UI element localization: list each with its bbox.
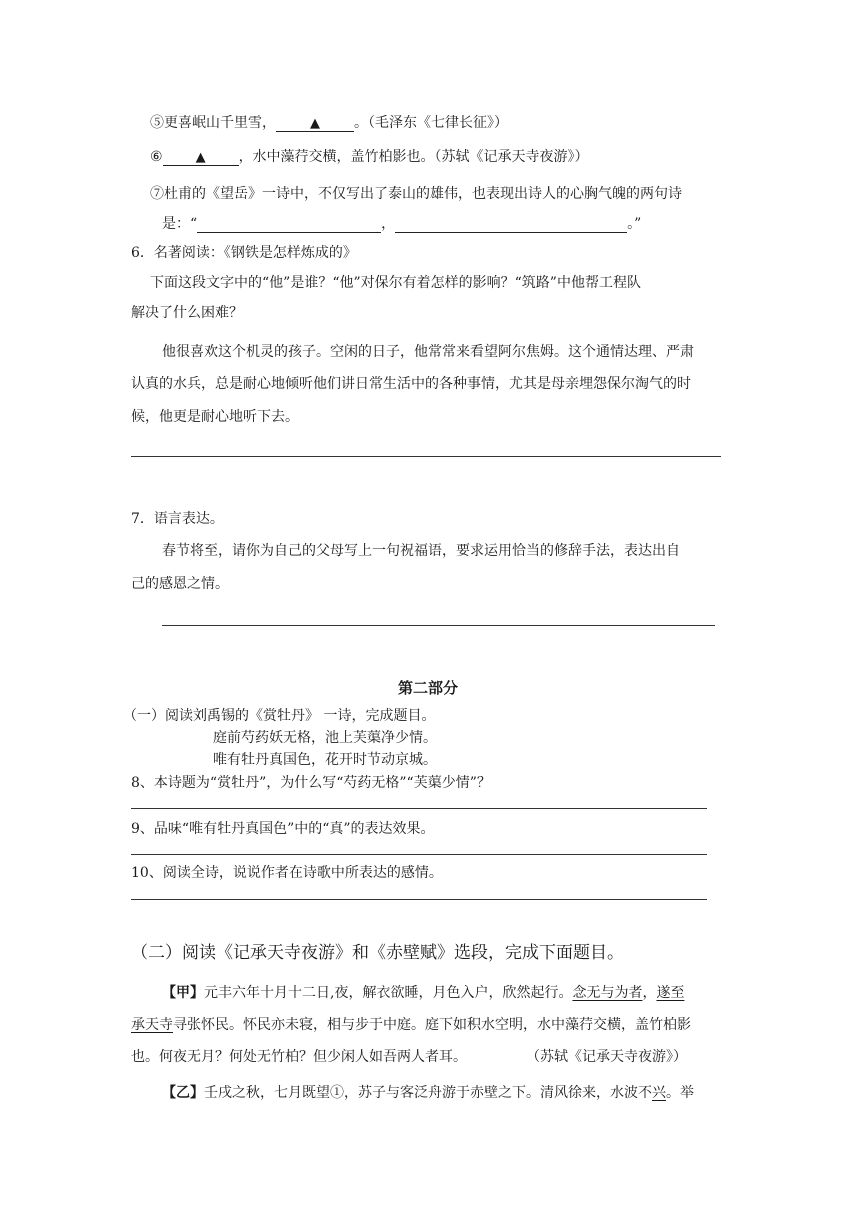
line6-prefix: ⑥ <box>150 149 163 165</box>
section-2-intro: （二）阅读《记承天寺夜游》和《赤壁赋》选段，完成下面题目。 <box>131 943 624 963</box>
q6-passage-line-2: 认真的水兵，总是耐心地倾听他们讲日常生活中的各种事情，尤其是母亲埋怨保尔淘气的时 <box>131 376 691 392</box>
line5-suffix: 。（毛泽东《七律长征》） <box>354 115 508 131</box>
blank-7a <box>197 217 381 233</box>
q6-passage-line-3: 候，他更是耐心地听下去。 <box>131 409 299 425</box>
q7-prompt-line-1: 春节将至，请你为自己的父母写上一句祝福语，要求运用恰当的修辞手法，表达出自 <box>162 543 680 559</box>
passage-yi-line-1 <box>162 1082 694 1102</box>
yi-tag: 【乙】 <box>162 1085 204 1101</box>
line7b-suffix: 。” <box>627 216 642 232</box>
jia-tag: 【甲】 <box>162 985 204 1001</box>
poem-line-1: 庭前芍药妖无格，池上芙蕖净少情。 <box>213 730 437 746</box>
yi-text-a: 壬戌之秋，七月既望①，苏子与客泛舟游于赤壁之下。清风徐来，水波不 <box>204 1085 652 1101</box>
part2-heading: 第二部分 <box>398 679 459 697</box>
q6-answer-line[interactable] <box>131 456 721 457</box>
q8-answer-line[interactable] <box>131 808 707 809</box>
jia-underlined-2: 遂至 <box>656 985 685 1001</box>
poem-line-7b <box>162 213 641 233</box>
poem-line-5 <box>150 112 508 132</box>
passage-jia-source: （苏轼《记承天寺夜游》） <box>526 1049 687 1065</box>
q10-answer-line[interactable] <box>131 899 707 900</box>
q6-prompt-line-2: 解决了什么困难？ <box>131 305 243 321</box>
q10-text: 10、阅读全诗，说说作者在诗歌中所表达的感情。 <box>131 865 443 881</box>
q9-answer-line[interactable] <box>131 854 707 855</box>
yi-text-b: 。举 <box>666 1085 694 1101</box>
line7b-comma: ， <box>381 216 396 232</box>
poem-line-7a: ⑦杜甫的《望岳》一诗中，不仅写出了泰山的雄伟，也表现出诗人的心胸气魄的两句诗 <box>150 186 682 202</box>
passage-jia-line-1 <box>162 982 684 1002</box>
poem-line-2: 唯有牡丹真国色，花开时节动京城。 <box>213 752 437 768</box>
blank-7b <box>395 217 627 233</box>
jia-text-a: 元丰六年十月十二日,夜，解衣欲睡，月色入户，欣然起行。 <box>204 985 573 1001</box>
triangle-marker-icon: ▲ <box>195 150 206 165</box>
passage-jia-line-3 <box>131 1046 467 1066</box>
jia-text-c: 也。何夜无月？何处无竹柏？但少闲人如吾两人者耳。 <box>131 1049 467 1065</box>
poem-line-6 <box>150 146 589 166</box>
q6-passage-line-1: 他很喜欢这个机灵的孩子。空闲的日子，他常常来看望阿尔焦姆。这个通情达理、严肃 <box>162 344 694 360</box>
jia-underlined-3: 承天寺 <box>131 1017 173 1033</box>
jia-comma: ， <box>642 985 657 1001</box>
passage-jia-line-2 <box>131 1014 691 1034</box>
line6-suffix: ，水中藻荇交横，盖竹柏影也。（苏轼《记承天寺夜游》） <box>238 149 589 165</box>
q6-prompt-line-1: 下面这段文字中的“他”是谁？“他”对保尔有着怎样的影响？“筑路”中他帮工程队 <box>150 275 641 291</box>
yi-underlined: 兴 <box>652 1085 666 1101</box>
section-1-intro: （一）阅读刘禹锡的《赏牡丹》 一诗，完成题目。 <box>123 708 436 724</box>
triangle-marker-icon: ▲ <box>310 116 320 131</box>
jia-text-b: 寻张怀民。怀民亦未寝，相与步于中庭。庭下如积水空明，水中藻荇交横，盖竹柏影 <box>173 1017 691 1033</box>
jia-underlined-1: 念无与为者 <box>572 985 643 1001</box>
q6-title: 6．名著阅读：《钢铁是怎样炼成的》 <box>131 245 357 261</box>
q8-text: 8、本诗题为“赏牡丹”，为什么写“芍药无格”“芙蕖少情”？ <box>131 775 491 791</box>
blank-6 <box>163 150 239 166</box>
q7-title: 7．语言表达。 <box>131 511 224 527</box>
q9-text: 9、品味“唯有牡丹真国色”中的“真”的表达效果。 <box>131 821 435 837</box>
line7b-prefix: 是：“ <box>162 216 198 232</box>
blank-5 <box>276 116 354 132</box>
q7-answer-line[interactable] <box>162 625 715 626</box>
line5-prefix: ⑤更喜岷山千里雪， <box>150 115 276 131</box>
q7-prompt-line-2: 己的感恩之情。 <box>131 576 229 592</box>
